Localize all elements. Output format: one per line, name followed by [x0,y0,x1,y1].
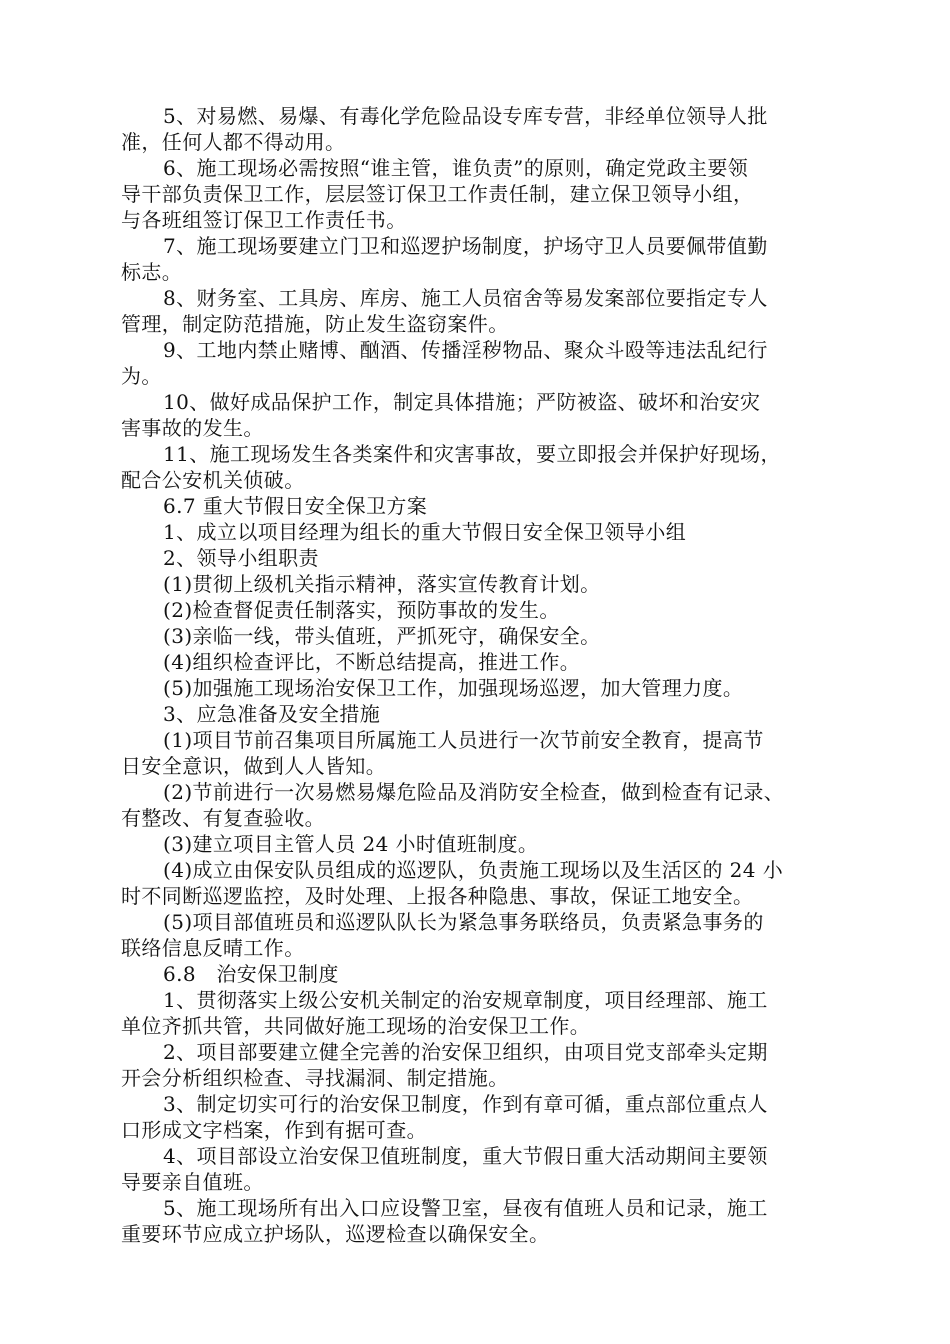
text-line: 联络信息反晴工作。 [121,936,305,960]
text-line: 准，任何人都不得动用。 [121,130,346,154]
text-line: 口形成文字档案，作到有据可查。 [121,1118,427,1142]
text-line: 日安全意识，做到人人皆知。 [121,754,387,778]
text-line: 7、施工现场要建立门卫和巡逻护场制度，护场守卫人员要佩带值勤 [163,234,768,258]
text-line: 8、财务室、工具房、库房、施工人员宿舍等易发案部位要指定专人 [163,286,768,310]
text-line: 害事故的发生。 [121,416,264,440]
text-line: 时不同断巡逻监控，及时处理、上报各种隐患、事故，保证工地安全。 [121,884,754,908]
text-line: 5、对易燃、易爆、有毒化学危险品设专库专营，非经单位领导人批 [163,104,768,128]
section-heading: 6.7 重大节假日安全保卫方案 [163,494,428,518]
text-line: 4、项目部设立治安保卫值班制度，重大节假日重大活动期间主要领 [163,1144,768,1168]
text-line: 3、应急准备及安全措施 [163,702,381,726]
text-line: 2、领导小组职责 [163,546,319,570]
text-line: (1)项目节前召集项目所属施工人员进行一次节前安全教育，提高节 [163,728,764,752]
text-line: (1)贯彻上级机关指示精神，落实宣传教育计划。 [163,572,601,596]
text-line: 3、制定切实可行的治安保卫制度，作到有章可循，重点部位重点人 [163,1092,768,1116]
text-line: 9、工地内禁止赌博、酗酒、传播淫秽物品、聚众斗殴等违法乱纪行 [163,338,768,362]
text-line: 导要亲自值班。 [121,1170,264,1194]
text-line: 单位齐抓共管，共同做好施工现场的治安保卫工作。 [121,1014,591,1038]
text-line: 1、成立以项目经理为组长的重大节假日安全保卫领导小组 [163,520,687,544]
text-line: 11、施工现场发生各类案件和灾害事故，要立即报会并保护好现场， [163,442,781,466]
text-line: 10、做好成品保护工作，制定具体措施；严防被盗、破坏和治安灾 [163,390,761,414]
text-line: 配合公安机关侦破。 [121,468,305,492]
text-line: 2、项目部要建立健全完善的治安保卫组织，由项目党支部牵头定期 [163,1040,768,1064]
text-line: (4)成立由保安队员组成的巡逻队，负责施工现场以及生活区的 24 小 [163,858,784,882]
text-line: 5、施工现场所有出入口应设警卫室，昼夜有值班人员和记录，施工 [163,1196,768,1220]
text-line: (4)组织检查评比，不断总结提高，推进工作。 [163,650,581,674]
text-line: (2)节前进行一次易燃易爆危险品及消防安全检查，做到检查有记录、 [163,780,785,804]
text-line: 重要环节应成立护场队，巡逻检查以确保安全。 [121,1222,550,1246]
text-line: 为。 [121,364,162,388]
text-line: 导干部负责保卫工作，层层签订保卫工作责任制，建立保卫领导小组， [121,182,754,206]
text-line: (5)加强施工现场治安保卫工作，加强现场巡逻，加大管理力度。 [163,676,744,700]
text-line: (2)检查督促责任制落实，预防事故的发生。 [163,598,560,622]
text-line: 6、施工现场必需按照“谁主管，谁负责”的原则，确定党政主要领 [163,156,749,180]
text-line: 开会分析组织检查、寻找漏洞、制定措施。 [121,1066,509,1090]
text-line: 管理，制定防范措施，防止发生盗窃案件。 [121,312,509,336]
text-line: (3)建立项目主管人员 24 小时值班制度。 [163,832,539,856]
text-line: (3)亲临一线，带头值班，严抓死守，确保安全。 [163,624,601,648]
text-line: 标志。 [121,260,183,284]
text-line: 与各班组签订保卫工作责任书。 [121,208,407,232]
section-heading: 6.8 治安保卫制度 [163,962,339,986]
text-line: 有整改、有复查验收。 [121,806,325,830]
text-line: (5)项目部值班员和巡逻队队长为紧急事务联络员，负责紧急事务的 [163,910,764,934]
text-line: 1、贯彻落实上级公安机关制定的治安规章制度，项目经理部、施工 [163,988,768,1012]
